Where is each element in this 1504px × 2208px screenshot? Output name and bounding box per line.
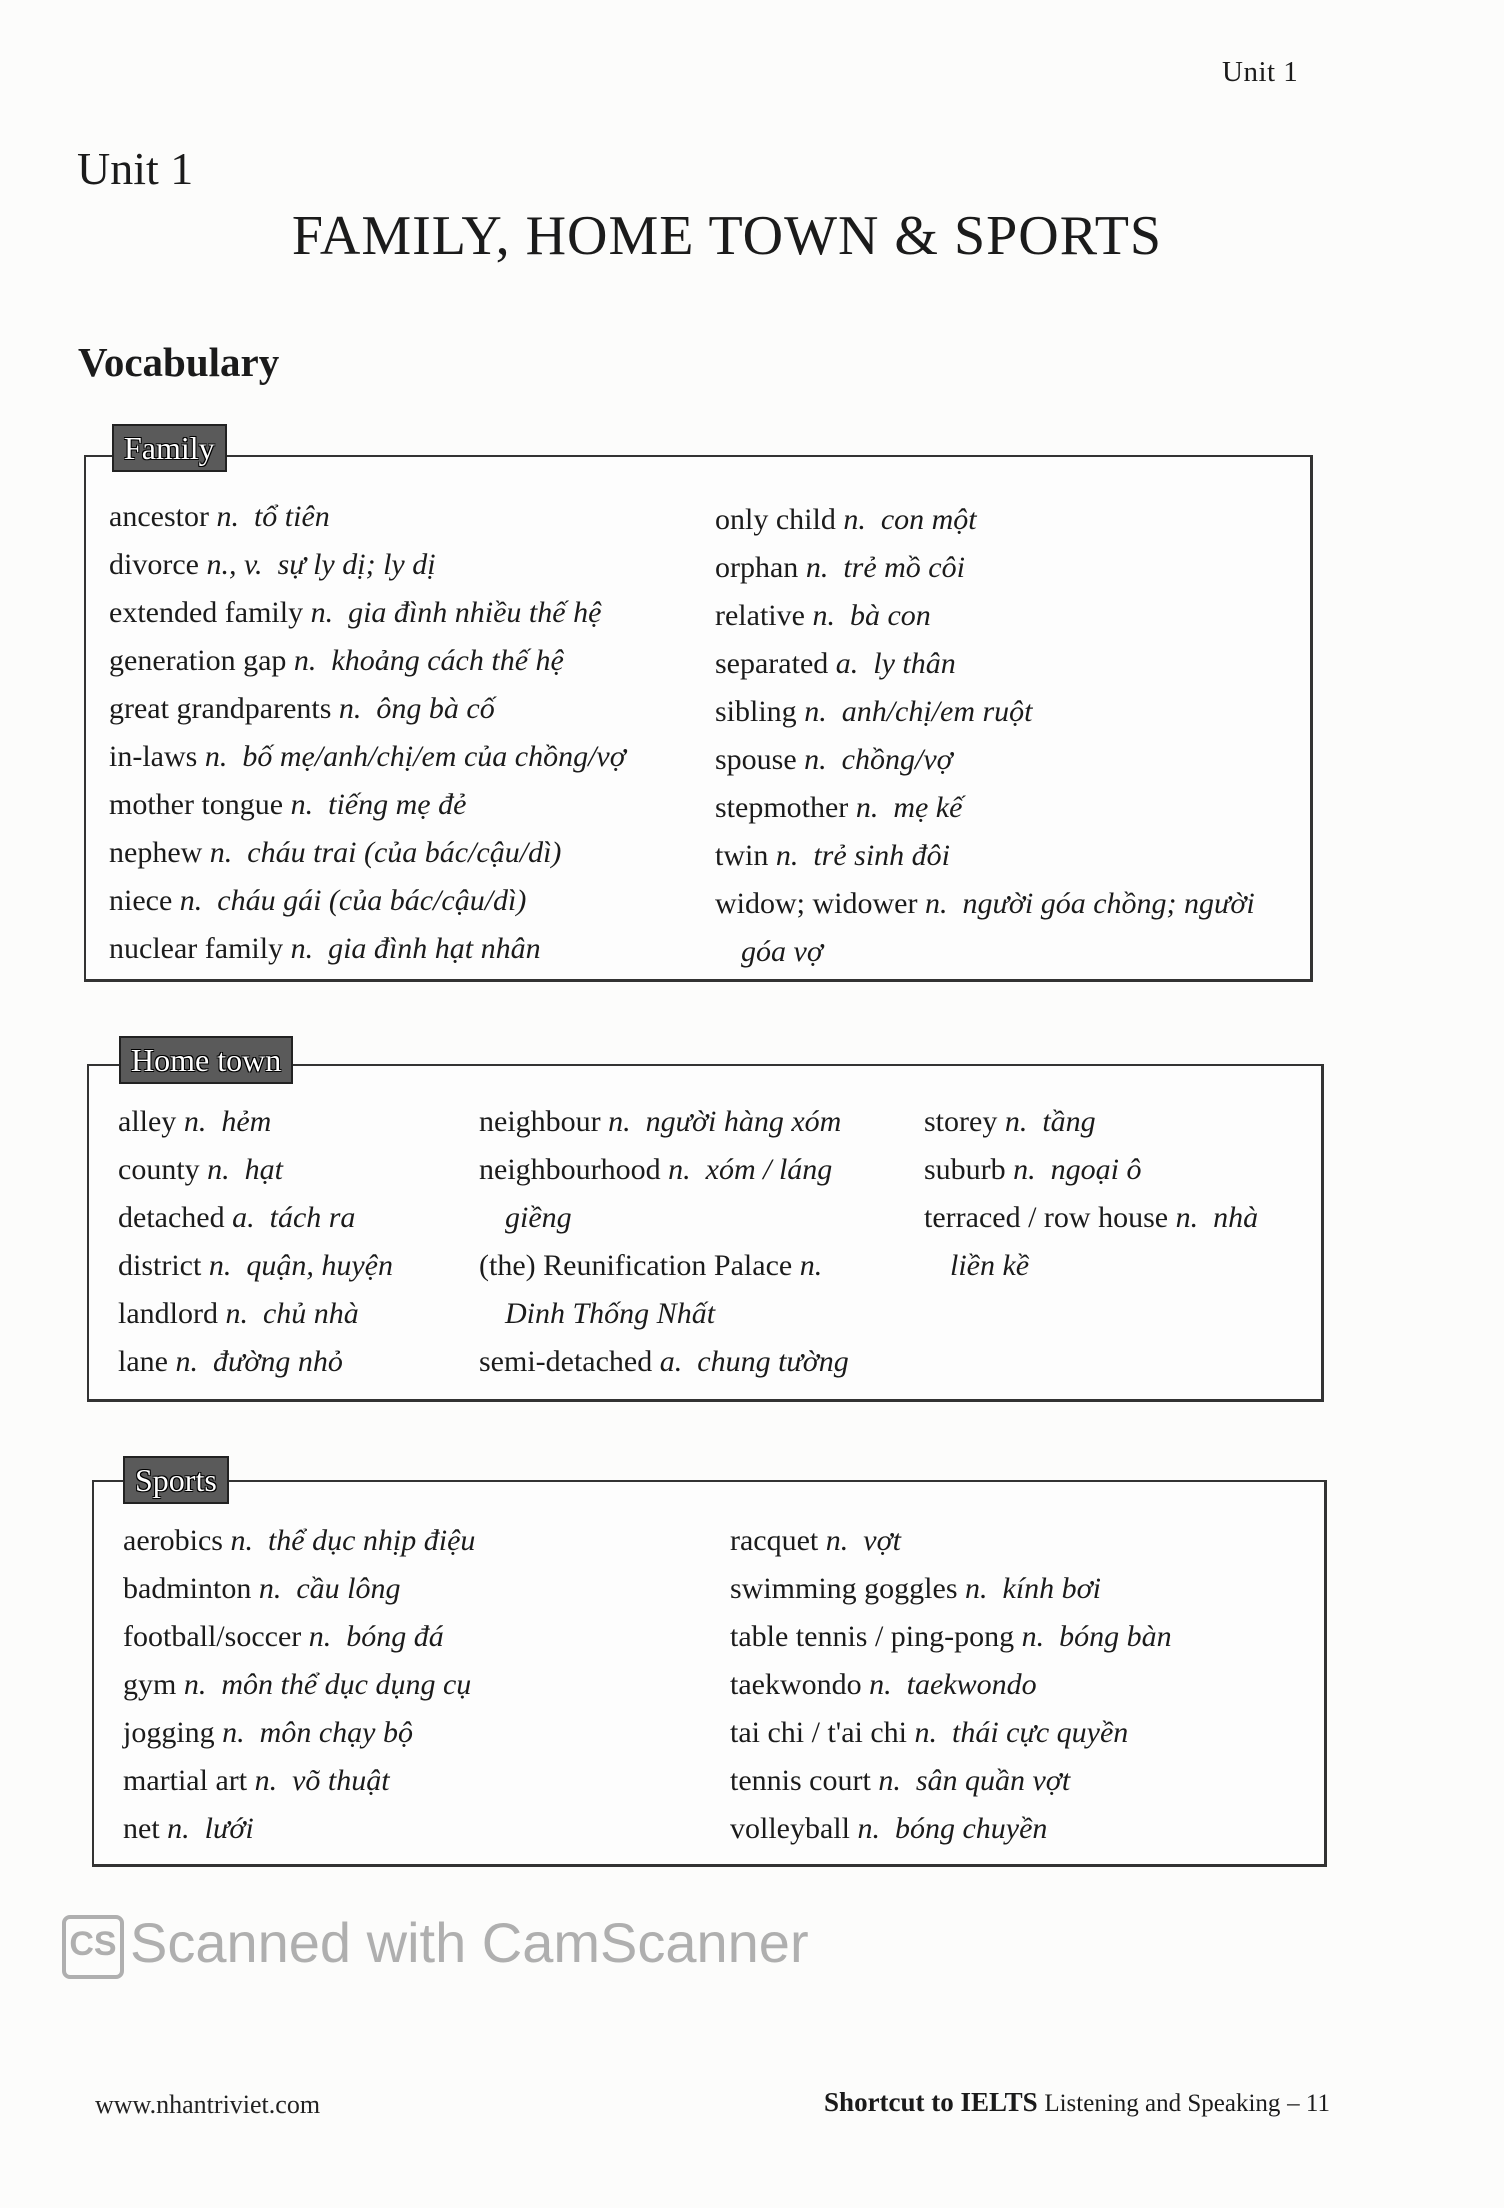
- vocab-entry: [109, 541, 626, 589]
- vocab-entry: [715, 640, 1255, 688]
- part-of-speech: n.: [183, 1105, 207, 1138]
- vocab-term: football/soccer: [123, 1620, 302, 1653]
- camscanner-watermark: [62, 1910, 809, 1979]
- vocab-meaning: môn chạy bộ: [259, 1716, 413, 1749]
- footer-book-info: [824, 2087, 1330, 2118]
- unit-label: Unit 1: [77, 143, 194, 194]
- vocab-term: spouse: [715, 743, 797, 776]
- vocab-meaning-continued: Dinh Thống Nhất: [505, 1297, 716, 1330]
- part-of-speech: n.: [310, 596, 334, 629]
- vocab-entry: [730, 1613, 1172, 1661]
- vocab-term: jogging: [123, 1716, 215, 1749]
- vocab-meaning: tầng: [1042, 1105, 1096, 1138]
- vocab-meaning: chồng/vợ: [841, 743, 953, 776]
- vocab-term: extended family: [109, 596, 304, 629]
- vocab-entry: [715, 592, 1255, 640]
- vocab-entry: [109, 829, 626, 877]
- vocab-meaning: chung tường: [697, 1345, 849, 1378]
- part-of-speech: n.: [1175, 1201, 1199, 1234]
- part-of-speech: n.: [338, 692, 362, 725]
- part-of-speech: n.: [290, 932, 314, 965]
- vocab-term: nephew: [109, 836, 203, 869]
- part-of-speech: n.: [869, 1668, 892, 1701]
- vocab-entry: [123, 1565, 475, 1613]
- watermark-text: Scanned with CamScanner: [130, 1911, 809, 1974]
- vocab-meaning: chủ nhà: [262, 1297, 359, 1330]
- part-of-speech: n.: [293, 644, 317, 677]
- part-of-speech: n.: [812, 599, 835, 632]
- vocab-meaning-continued: liền kề: [950, 1249, 1030, 1282]
- vocab-term: badminton: [123, 1572, 252, 1605]
- page-title-text: FAMILY, HOME TOWN & SPORTS: [291, 205, 1163, 267]
- vocab-entry: [118, 1338, 393, 1386]
- vocab-entry: [123, 1661, 475, 1709]
- part-of-speech: n.: [230, 1524, 253, 1557]
- hometown-column-1: [118, 1098, 393, 1386]
- family-column-1: [109, 493, 626, 973]
- part-of-speech: n.: [855, 791, 879, 824]
- vocab-term: storey: [924, 1105, 998, 1138]
- vocab-meaning: bóng đá: [346, 1620, 444, 1653]
- vocab-meaning: xóm / láng: [705, 1153, 833, 1186]
- vocab-term: racquet: [730, 1524, 819, 1557]
- vocab-meaning: hẻm: [221, 1105, 272, 1138]
- vocab-term: net: [123, 1812, 160, 1845]
- vocab-term: semi-detached: [479, 1345, 653, 1378]
- box-label-family: Family: [112, 424, 227, 472]
- vocab-meaning: quận, huyện: [246, 1249, 393, 1282]
- sports-column-1: [123, 1517, 475, 1853]
- vocab-entry: [715, 544, 1255, 592]
- vocab-entry: [123, 1613, 475, 1661]
- vocab-entry: [109, 877, 626, 925]
- vocab-meaning: mẹ kế: [893, 791, 963, 824]
- vocab-meaning: kính bơi: [1002, 1572, 1102, 1605]
- vocab-term: detached: [118, 1201, 225, 1234]
- vocab-entry: [730, 1805, 1172, 1853]
- hometown-column-3: [924, 1098, 1258, 1290]
- part-of-speech: n.: [209, 836, 233, 869]
- footer-website: www.nhantriviet.com: [95, 2090, 321, 2119]
- vocab-meaning: cầu lông: [296, 1572, 401, 1605]
- vocab-entry: [118, 1146, 393, 1194]
- vocab-meaning: trẻ sinh đôi: [813, 839, 951, 872]
- vocab-term: taekwondo: [730, 1668, 862, 1701]
- footer-book-subtitle: Listening and Speaking: [1044, 2090, 1281, 2117]
- vocab-term: aerobics: [123, 1524, 223, 1557]
- vocab-meaning: con một: [880, 503, 977, 536]
- part-of-speech: n.: [857, 1812, 880, 1845]
- part-of-speech: a.: [835, 647, 859, 680]
- vocab-entry: [109, 781, 626, 829]
- vocab-meaning: người góa chồng; người: [962, 887, 1255, 920]
- vocab-meaning: tổ tiên: [253, 500, 330, 533]
- vocab-term: district: [118, 1249, 202, 1282]
- vocab-term: widow; widower: [715, 887, 918, 920]
- vocab-meaning: vợt: [863, 1524, 901, 1557]
- part-of-speech: n.: [825, 1524, 849, 1557]
- vocab-term: twin: [715, 839, 769, 872]
- vocab-meaning: thái cực quyền: [952, 1716, 1129, 1749]
- vocab-meaning: anh/chị/em ruột: [841, 695, 1033, 728]
- vocab-entry: [730, 1517, 1172, 1565]
- footer-book-title: Shortcut to IELTS: [824, 2087, 1038, 2117]
- vocab-term: neighbour: [479, 1105, 601, 1138]
- vocab-meaning: ông bà cố: [376, 692, 495, 725]
- part-of-speech: n.: [167, 1812, 190, 1845]
- vocab-term: gym: [123, 1668, 177, 1701]
- vocab-meaning: gia đình hạt nhân: [328, 932, 541, 965]
- vocab-meaning-continued: giềng: [505, 1201, 572, 1234]
- part-of-speech: n.: [208, 1249, 232, 1282]
- vocab-meaning-continued: góa vợ: [741, 935, 823, 968]
- vocab-meaning: bóng bàn: [1059, 1620, 1172, 1653]
- part-of-speech: n.: [878, 1764, 901, 1797]
- vocab-entry: [479, 1242, 849, 1338]
- vocab-term: generation gap: [109, 644, 287, 677]
- part-of-speech: n.: [183, 1668, 207, 1701]
- vocab-entry: [118, 1098, 393, 1146]
- box-label-hometown: Home town: [119, 1036, 293, 1084]
- vocab-meaning: hạt: [244, 1153, 283, 1186]
- vocab-meaning: bố mẹ/anh/chị/em của chồng/vợ: [242, 740, 626, 773]
- vocab-entry: [479, 1146, 849, 1242]
- vocab-term: nuclear family: [109, 932, 284, 965]
- vocab-term: lane: [118, 1345, 168, 1378]
- vocab-term: neighbourhood: [479, 1153, 661, 1186]
- vocab-entry: [109, 925, 626, 973]
- section-heading-vocabulary: Vocabulary: [78, 339, 280, 385]
- vocab-entry: [730, 1565, 1172, 1613]
- vocab-entry: [118, 1242, 393, 1290]
- vocab-term: separated: [715, 647, 829, 680]
- vocab-entry: [118, 1290, 393, 1338]
- vocab-meaning: lưới: [204, 1812, 254, 1845]
- vocab-meaning: sự ly dị; ly dị: [277, 548, 436, 581]
- part-of-speech: n.: [914, 1716, 938, 1749]
- vocab-term: (the) Reunification Palace: [479, 1249, 793, 1282]
- vocab-meaning: bóng chuyền: [894, 1812, 1048, 1845]
- part-of-speech: n.: [258, 1572, 282, 1605]
- vocab-term: in-laws: [109, 740, 198, 773]
- part-of-speech: n.: [1021, 1620, 1045, 1653]
- part-of-speech: n.: [222, 1716, 245, 1749]
- part-of-speech: n.: [207, 1153, 230, 1186]
- vocab-meaning: bà con: [849, 599, 931, 632]
- vocab-meaning: ly thân: [873, 647, 956, 680]
- vocab-term: only child: [715, 503, 836, 536]
- part-of-speech: n.: [1013, 1153, 1036, 1186]
- part-of-speech: n.: [254, 1764, 278, 1797]
- part-of-speech: n.: [216, 500, 239, 533]
- vocab-entry: [924, 1098, 1258, 1146]
- vocab-entry: [479, 1098, 849, 1146]
- vocab-entry: [109, 493, 626, 541]
- part-of-speech: n.: [179, 884, 203, 917]
- part-of-speech: n.: [608, 1105, 631, 1138]
- vocab-entry: [715, 688, 1255, 736]
- box-label-sports: Sports: [123, 1456, 229, 1504]
- vocab-meaning: ngoại ô: [1050, 1153, 1142, 1186]
- vocab-term: volleyball: [730, 1812, 850, 1845]
- vocab-meaning: sân quần vợt: [915, 1764, 1071, 1797]
- vocab-entry: [118, 1194, 393, 1242]
- running-head: Unit 1: [1222, 56, 1299, 88]
- hometown-column-2: [479, 1098, 849, 1386]
- vocab-entry: [109, 733, 626, 781]
- vocab-term: county: [118, 1153, 200, 1186]
- vocab-term: divorce: [109, 548, 199, 581]
- vocab-entry: [123, 1805, 475, 1853]
- vocab-entry: [123, 1517, 475, 1565]
- vocab-term: alley: [118, 1105, 177, 1138]
- vocab-entry: [123, 1757, 475, 1805]
- vocab-entry: [715, 736, 1255, 784]
- part-of-speech: n.: [668, 1153, 691, 1186]
- footer-page-number: – 11: [1287, 2090, 1330, 2117]
- part-of-speech: n.: [804, 743, 827, 776]
- part-of-speech: n.: [204, 740, 228, 773]
- vocab-meaning: gia đình nhiều thế hệ: [348, 596, 602, 629]
- vocab-term: mother tongue: [109, 788, 284, 821]
- vocab-entry: [924, 1194, 1258, 1290]
- vocab-entry: [730, 1661, 1172, 1709]
- part-of-speech: a.: [659, 1345, 683, 1378]
- vocab-entry: [715, 784, 1255, 832]
- vocab-entry: [715, 496, 1255, 544]
- vocab-meaning: thể dục nhịp điệu: [267, 1524, 476, 1557]
- part-of-speech: n.: [175, 1345, 198, 1378]
- part-of-speech: n.: [775, 839, 799, 872]
- vocab-term: martial art: [123, 1764, 248, 1797]
- vocab-meaning: nhà: [1213, 1201, 1259, 1234]
- vocab-term: swimming goggles: [730, 1572, 958, 1605]
- vocab-entry: [924, 1146, 1258, 1194]
- vocab-entry: [109, 589, 626, 637]
- family-column-2: [715, 496, 1255, 976]
- vocab-term: sibling: [715, 695, 797, 728]
- part-of-speech: n.: [843, 503, 866, 536]
- vocab-term: orphan: [715, 551, 799, 584]
- vocab-meaning: cháu trai (của bác/cậu/dì): [247, 836, 562, 869]
- vocab-meaning: môn thể dục dụng cụ: [221, 1668, 472, 1701]
- vocab-term: tennis court: [730, 1764, 871, 1797]
- vocab-meaning: khoảng cách thế hệ: [331, 644, 564, 677]
- part-of-speech: n., v.: [206, 548, 263, 581]
- vocab-meaning: tiếng mẹ đẻ: [328, 788, 467, 821]
- part-of-speech: n.: [308, 1620, 332, 1653]
- vocab-term: stepmother: [715, 791, 849, 824]
- vocab-entry: [715, 880, 1255, 976]
- vocab-meaning: người hàng xóm: [645, 1105, 842, 1138]
- vocab-term: suburb: [924, 1153, 1006, 1186]
- page-title: [0, 204, 1504, 268]
- vocab-entry: [109, 685, 626, 733]
- part-of-speech: n.: [805, 551, 829, 584]
- part-of-speech: n.: [924, 887, 948, 920]
- vocab-term: landlord: [118, 1297, 218, 1330]
- vocab-term: ancestor: [109, 500, 209, 533]
- part-of-speech: n.: [799, 1249, 823, 1282]
- vocab-term: terraced / row house: [924, 1201, 1169, 1234]
- vocab-term: relative: [715, 599, 805, 632]
- vocab-entry: [109, 637, 626, 685]
- sports-column-2: [730, 1517, 1172, 1853]
- vocab-entry: [715, 832, 1255, 880]
- vocab-meaning: trẻ mồ côi: [843, 551, 965, 584]
- part-of-speech: n.: [225, 1297, 248, 1330]
- vocab-meaning: tách ra: [269, 1201, 356, 1234]
- part-of-speech: n.: [804, 695, 827, 728]
- part-of-speech: n.: [290, 788, 314, 821]
- part-of-speech: n.: [1004, 1105, 1028, 1138]
- vocab-entry: [730, 1757, 1172, 1805]
- vocab-term: niece: [109, 884, 173, 917]
- vocab-entry: [730, 1709, 1172, 1757]
- vocab-entry: [479, 1338, 849, 1386]
- vocab-entry: [123, 1709, 475, 1757]
- vocab-meaning: taekwondo: [906, 1668, 1037, 1701]
- part-of-speech: n.: [965, 1572, 988, 1605]
- vocab-meaning: đường nhỏ: [212, 1345, 343, 1378]
- vocab-term: great grandparents: [109, 692, 332, 725]
- vocab-meaning: võ thuật: [292, 1764, 390, 1797]
- part-of-speech: a.: [232, 1201, 255, 1234]
- vocab-meaning: cháu gái (của bác/cậu/dì): [217, 884, 527, 917]
- vocab-term: table tennis / ping-pong: [730, 1620, 1015, 1653]
- vocab-term: tai chi / t'ai chi: [730, 1716, 908, 1749]
- camscanner-logo-icon: CS: [62, 1915, 124, 1979]
